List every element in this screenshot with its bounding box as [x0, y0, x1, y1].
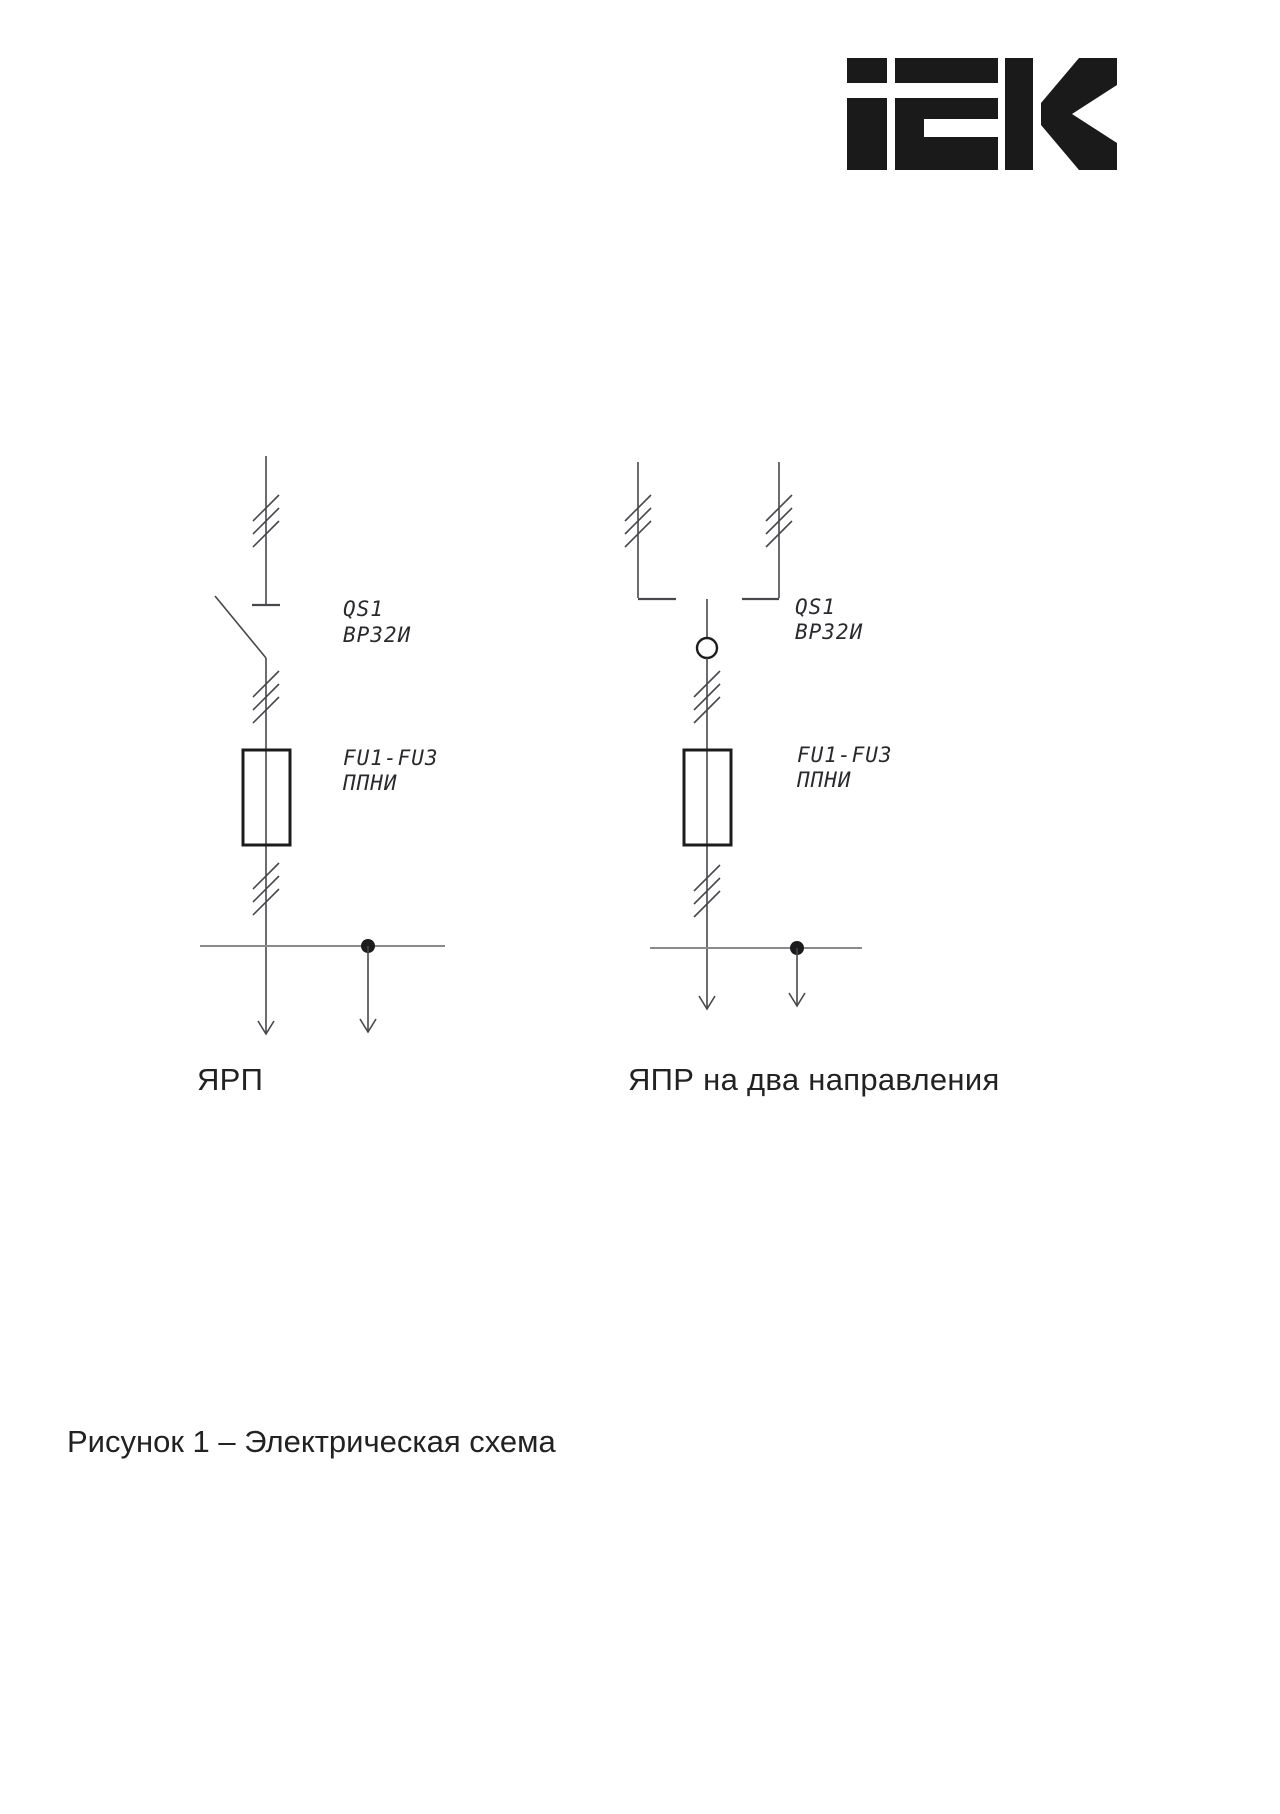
right-fuse-type: ППНИ: [797, 768, 852, 792]
left-fuse-ref: FU1-FU3: [343, 746, 439, 770]
right-switch-ref: QS1: [795, 595, 836, 619]
diagram-yarp: [200, 456, 445, 1034]
right-fuse-ref: FU1-FU3: [797, 743, 893, 767]
diagram-yapr: [625, 462, 862, 1009]
figure-caption: Рисунок 1 – Электрическая схема: [67, 1424, 556, 1459]
left-diagram-title: ЯРП: [197, 1062, 264, 1097]
switch-pivot-circle: [697, 638, 717, 658]
right-diagram-title: ЯПР на два направления: [628, 1062, 1000, 1097]
left-switch-type: ВР32И: [343, 623, 412, 647]
left-switch-ref: QS1: [343, 597, 384, 621]
left-fuse-type: ППНИ: [343, 771, 398, 795]
right-switch-type: ВР32И: [795, 620, 864, 644]
